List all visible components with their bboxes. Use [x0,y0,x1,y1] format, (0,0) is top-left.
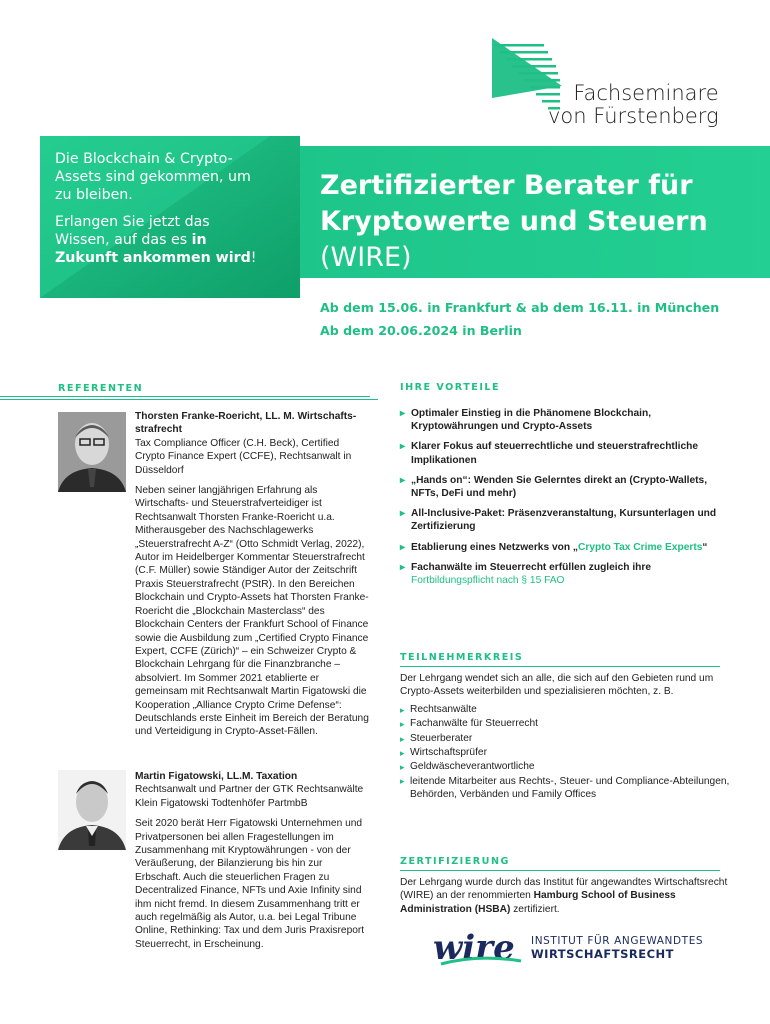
teaser-p2: Erlangen Sie jetzt das Wissen, auf das es in Zukunft ankommen wird! [55,214,257,266]
dates-line-1: Ab dem 15.06. in Frankfurt & ab dem 16.11. in München [320,300,720,315]
vorteil-item: ▸ All-Inclusive-Paket: Präsenzveranstaltung, Kursunterlagen und Zertifizierung [400,507,730,533]
divider [0,399,378,400]
divider [400,870,720,871]
teilnehmer-intro: Der Lehrgang wendet sich an alle, die sich auf den Gebieten rund um Crypto-Assets weiterbilden und spezialisieren möchten, z. B. [400,673,714,698]
logo-line-1: Fachseminare [573,81,719,105]
referent-2-bio: Seit 2020 berät Herr Figatowski Unternehmen und Privatpersonen bei allen Fragestellungen im Zusammenhang mit Kryptowährungen - von der Veräußerung, der Bilanzierung bis hin zur Erbschaft. Auch die steuerlichen Fragen zu Decentralized Finance, NFTs und Axie Infinity sind ihm nicht fremd. In diesem Zusammenhang tritt er auch regelmäßig als Autor, u.a. bei Legal Tribune Online, Rethinking: Tax und dem Juris Praxisreport Steuerrecht, in Erscheinung. [135,818,365,950]
list-item: ▸ Geldwäscheverantwortliche [400,760,730,774]
title-line-1: Zertifizierter Berater für [320,170,693,201]
referent-1-name: Thorsten Franke-Roericht, LL. M. Wirtschafts-strafrecht [135,411,357,436]
referent-1 [135,410,369,746]
wire-line-1: INSTITUT FÜR ANGEWANDTES [531,935,704,947]
avatar-figatowski [58,770,126,850]
dates-line-2: Ab dem 20.06.2024 in Berlin [320,323,522,338]
list-item: ▸ leitende Mitarbeiter aus Rechts-, Steuer- und Compliance-Abteilungen, Behörden, Verbänden und Family Offices [400,775,730,802]
referent-2-name: Martin Figatowski, LL.M. Taxation [135,771,298,782]
vorteil-item: ▸ Optimaler Einstieg in die Phänomene Blockchain, Kryptowährungen und Crypto-Assets [400,407,730,433]
zertifizierung-section [400,856,730,920]
logo-line-2: von Fürstenberg [548,104,719,128]
page-title [320,168,760,276]
vorteile-heading: IHRE VORTEILE [400,382,501,393]
referent-2 [135,770,369,958]
divider [400,666,720,667]
referenten-section [58,383,378,400]
course-dates [320,296,719,342]
teaser-text [55,150,260,276]
vorteil-item: ▸ Klarer Fokus auf steuerrechtliche und steuerstrafrechtliche Implikationen [400,440,730,466]
zertifizierung-text: Der Lehrgang wurde durch das Institut für angewandtes Wirtschaftsrecht (WIRE) an der renommierten Hamburg School of Business Administration (HSBA) zertifiziert. [400,877,728,915]
referenten-heading: REFERENTEN [58,383,144,394]
vorteil-item: ▸ Fachanwälte im Steuerrecht erfüllen zugleich ihre Fortbildungspflicht nach § 15 FAO [400,561,730,587]
divider [0,396,370,397]
referent-2-role: Rechtsanwalt und Partner der GTK Rechtsanwälte Klein Figatowski Todtenhöfer PartmbB [135,784,364,809]
list-item: ▸ Fachanwälte für Steuerrecht [400,717,730,731]
teilnehmer-heading: TEILNEHMERKREIS [400,652,524,663]
referent-1-role: Tax Compliance Officer (C.H. Beck), Certified Crypto Finance Expert (CCFE), Rechtsanwalt in Düsseldorf [135,437,352,476]
list-item: ▸ Wirtschaftsprüfer [400,746,730,760]
vorteile-section [400,382,730,594]
teilnehmer-section [400,652,730,802]
wire-line-2: WIRTSCHAFTSRECHT [531,947,674,961]
zertifizierung-heading: ZERTIFIZIERUNG [400,856,510,867]
list-item: ▸ Rechtsanwälte [400,703,730,717]
vorteil-item: ▸ „Hands on“: Wenden Sie Gelerntes direkt an (Crypto-Wallets, NFTs, DeFi und mehr) [400,474,730,500]
wire-mark: wire [433,928,515,968]
vorteil-item: ▸ Etablierung eines Netzwerks von „Crypto Tax Crime Experts“ [400,541,730,554]
title-line-3: (WIRE) [320,242,412,273]
wire-logo [433,928,704,968]
teaser-p1: Die Blockchain & Crypto-Assets sind gekommen, um zu bleiben. [55,151,251,203]
title-line-2: Kryptowerte und Steuern [320,206,708,237]
referent-1-bio: Neben seiner langjährigen Erfahrung als Wirtschafts- und Steuerstrafverteidiger ist Rechtsanwalt Thorsten Franke-Roericht u.a. Mitherausgeber des Nachschlagewerks „Steuerstrafrecht A-Z“ (Otto Schmidt Verlag, 2022), Autor im Heidelberger Kommentar Steuerstrafrecht (C.F. Müller) sowie Ständiger Autor der Zeitschrift Praxis Steuerstrafrecht (PStR). In den Bereichen Blockchain und Crypto-Assets hat Thorsten Franke-Roericht die „Blockchain Masterclass“ des Blockchain Centers der Frankfurt School of Finance sowie die Ausbildung zum „Certified Crypto Finance Expert, CCFE (Zürich)“ – ein Schweizer Crypto & Blockchain Lehrgang für die Finanzbranche – absolviert. Im Sommer 2021 etablierte er gemeinsam mit Rechtsanwalt Martin Figatowski die Kooperation „Alliance Crypto Crime Defense“: Deutschlands erste Einheit im Bereich der Beratung und Verteidigung in Crypto-Asset-Fällen. [135,485,369,738]
avatar-franke-roericht [58,412,126,492]
list-item: ▸ Steuerberater [400,732,730,746]
